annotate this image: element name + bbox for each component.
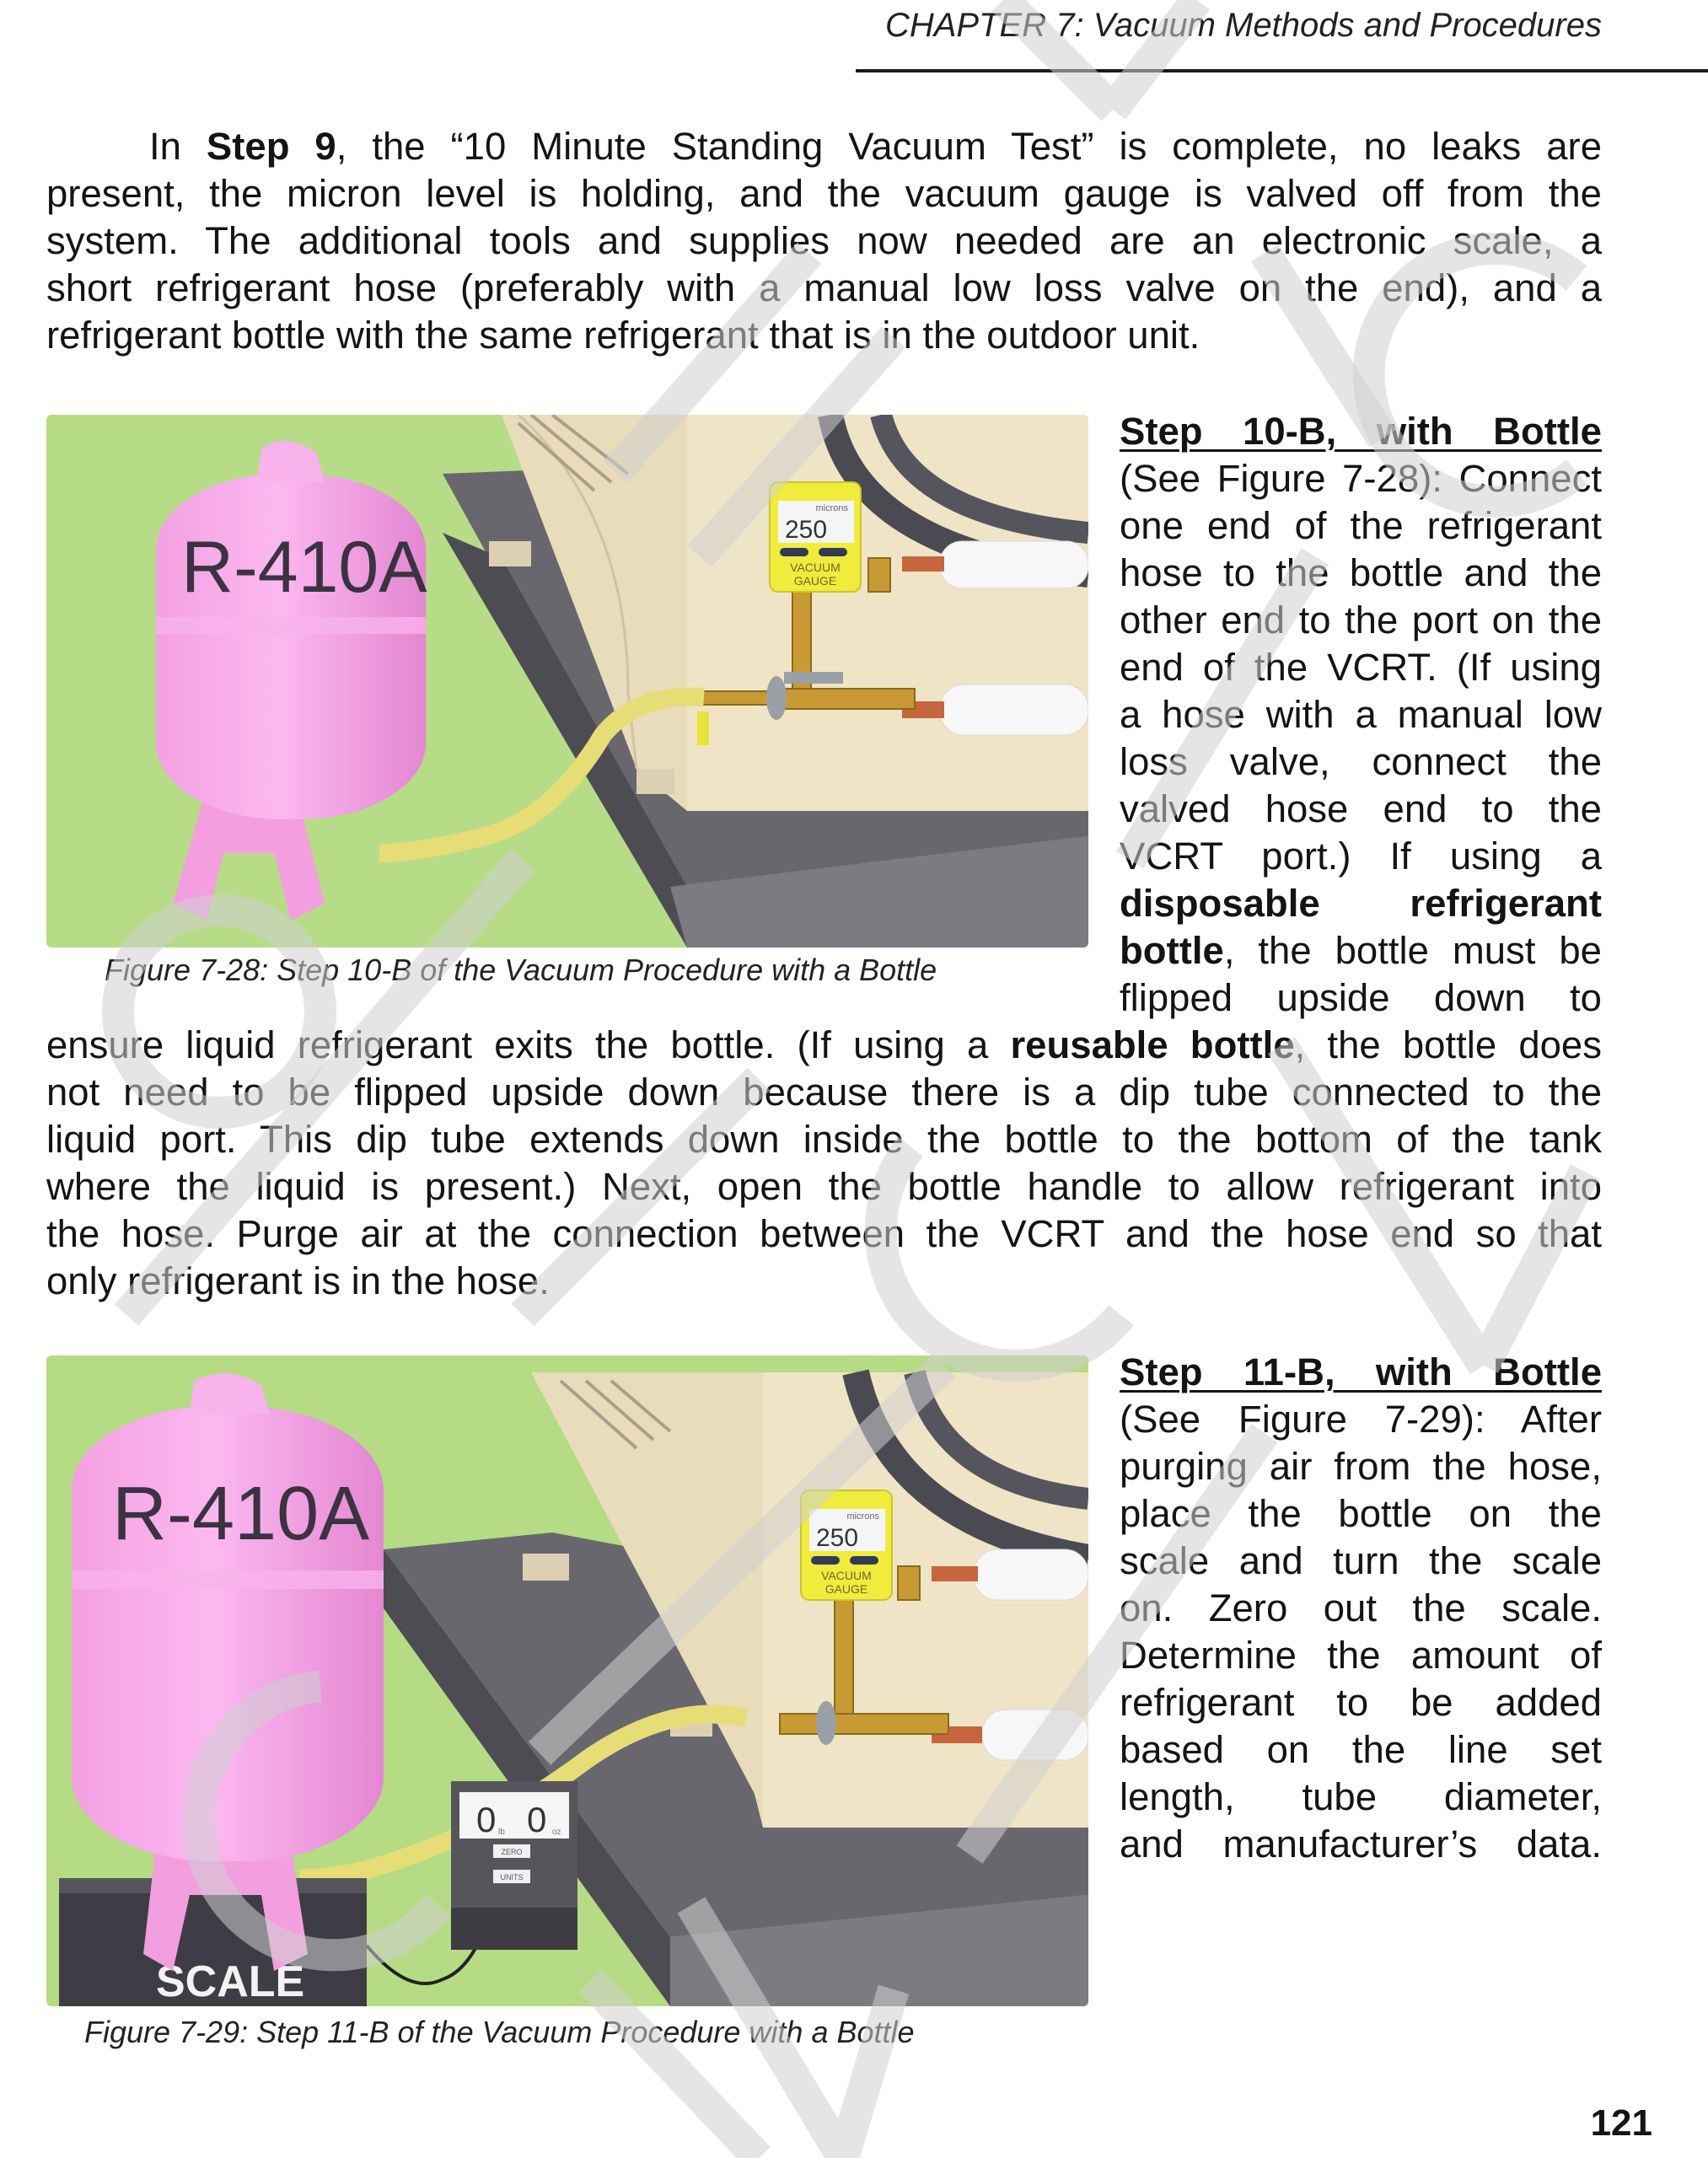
svg-text:lb: lb [498,1828,505,1837]
intro-line: refrigerant bottle with the same refrigerant that is in the outdoor unit. [46,314,1200,357]
text-line: liquid port. This dip tube extends down inside the bottle to the bottom of the tank [46,1118,1602,1161]
svg-text:microns: microns [815,503,848,513]
text-line: other end to the port on the [1120,599,1602,641]
step-10b-heading [1120,408,1602,455]
bold-text: disposable refrigerant [1120,882,1602,925]
page-number: 121 [1590,2102,1652,2144]
bold-text: reusable bottle [1010,1023,1295,1066]
vacuum-gauge-icon [801,1490,892,1600]
text-line: end of the VCRT. (If using [1120,646,1602,689]
figure-7-29-illustration [46,1355,1088,2006]
intro-line: system. The additional tools and supplies now needed are an electronic scale, a [46,219,1602,262]
step-11b-column [1120,1349,1602,1868]
figure-7-29-caption: Figure 7-29: Step 11-B of the Vacuum Procedure with a Bottle [84,2015,915,2049]
text-line [46,1022,1602,1069]
text-line: one end of the refrigerant [1120,504,1602,547]
step-10b-continuation [46,1022,1602,1305]
step-10b-column [1120,408,1602,1022]
text-run: , the bottle does [1294,1023,1602,1066]
text-run: , the “10 Minute Standing Vacuum Test” is complete, no leaks are [336,125,1602,168]
intro-line: short refrigerant hose (preferably with a manual low loss valve on the end), and a [46,266,1602,309]
text-line: the hose. Purge air at the connection between the VCRT and the hose end so that [46,1212,1602,1255]
text-line: (See Figure 7-28): Connect [1120,457,1602,500]
svg-text:SCALE: SCALE [156,1957,305,2006]
text-line: purging air from the hose, [1120,1445,1602,1488]
svg-text:250: 250 [785,516,828,544]
header-rule [856,69,1708,72]
text-line: scale and turn the scale [1120,1539,1602,1582]
figure-7-28-illustration [46,415,1088,947]
text-line: refrigerant to be added [1120,1681,1602,1724]
bold-text: bottle [1120,929,1224,972]
heading-text: Step 11-B, with Bottle [1120,1350,1602,1393]
figure-7-29 [46,1355,1088,2006]
svg-text:250: 250 [816,1524,859,1552]
text-line: loss valve, connect the [1120,740,1602,783]
text-line: Determine the amount of [1120,1634,1602,1677]
text-line [1120,880,1602,927]
text-line: hose to the bottle and the [1120,551,1602,594]
svg-text:VACUUM: VACUUM [790,561,841,574]
intro-line: present, the micron level is holding, and the vacuum gauge is valved off from the [46,172,1602,215]
text-line [1120,927,1602,974]
bold-step-ref: Step 9 [206,125,336,168]
text-line: (See Figure 7-29): After [1120,1398,1602,1441]
svg-text:R-410A: R-410A [112,1472,370,1556]
text-line: only refrigerant is in the hose. [46,1259,550,1302]
svg-text:oz: oz [552,1828,561,1837]
step-11b-heading [1120,1349,1602,1396]
svg-text:GAUGE: GAUGE [824,1582,868,1596]
text-line: place the bottle on the [1120,1492,1602,1535]
heading-text: Step 10-B, with Bottle [1120,410,1602,453]
text-line: on. Zero out the scale. [1120,1586,1602,1629]
text-line: based on the line set [1120,1728,1602,1771]
text-line: valved hose end to the [1120,787,1602,830]
text-line: a hose with a manual low [1120,693,1602,736]
svg-text:GAUGE: GAUGE [793,574,837,588]
svg-text:microns: microns [846,1511,879,1522]
text-line: flipped upside down to [1120,976,1602,1019]
figure-7-28-caption: Figure 7-28: Step 10-B of the Vacuum Procedure with a Bottle [105,953,937,987]
svg-text:UNITS: UNITS [500,1873,524,1882]
scale-display-icon [451,1781,577,1950]
svg-text:0: 0 [476,1800,497,1839]
vacuum-gauge-icon [770,482,861,592]
intro-line [46,123,1602,170]
svg-text:VACUUM: VACUUM [821,1569,872,1582]
intro-paragraph [46,123,1602,359]
text-line: length, tube diameter, [1120,1775,1602,1818]
figure-7-28 [46,415,1088,947]
chapter-header: CHAPTER 7: Vacuum Methods and Procedures [884,7,1602,44]
text-line: not need to be flipped upside down because there is a dip tube connected to the [46,1071,1602,1114]
text-run: , the bottle must be [1223,929,1602,972]
svg-text:ZERO: ZERO [501,1848,523,1856]
text-line: where the liquid is present.) Next, open the bottle handle to allow refrigerant into [46,1165,1602,1208]
text-run: ensure liquid refrigerant exits the bottle. (If using a [46,1023,1011,1066]
svg-text:0: 0 [527,1800,547,1839]
text-run: In [149,125,207,168]
svg-text:R-410A: R-410A [181,527,427,608]
text-line: VCRT port.) If using a [1120,835,1602,878]
text-line: and manufacturer’s data. [1120,1822,1602,1865]
